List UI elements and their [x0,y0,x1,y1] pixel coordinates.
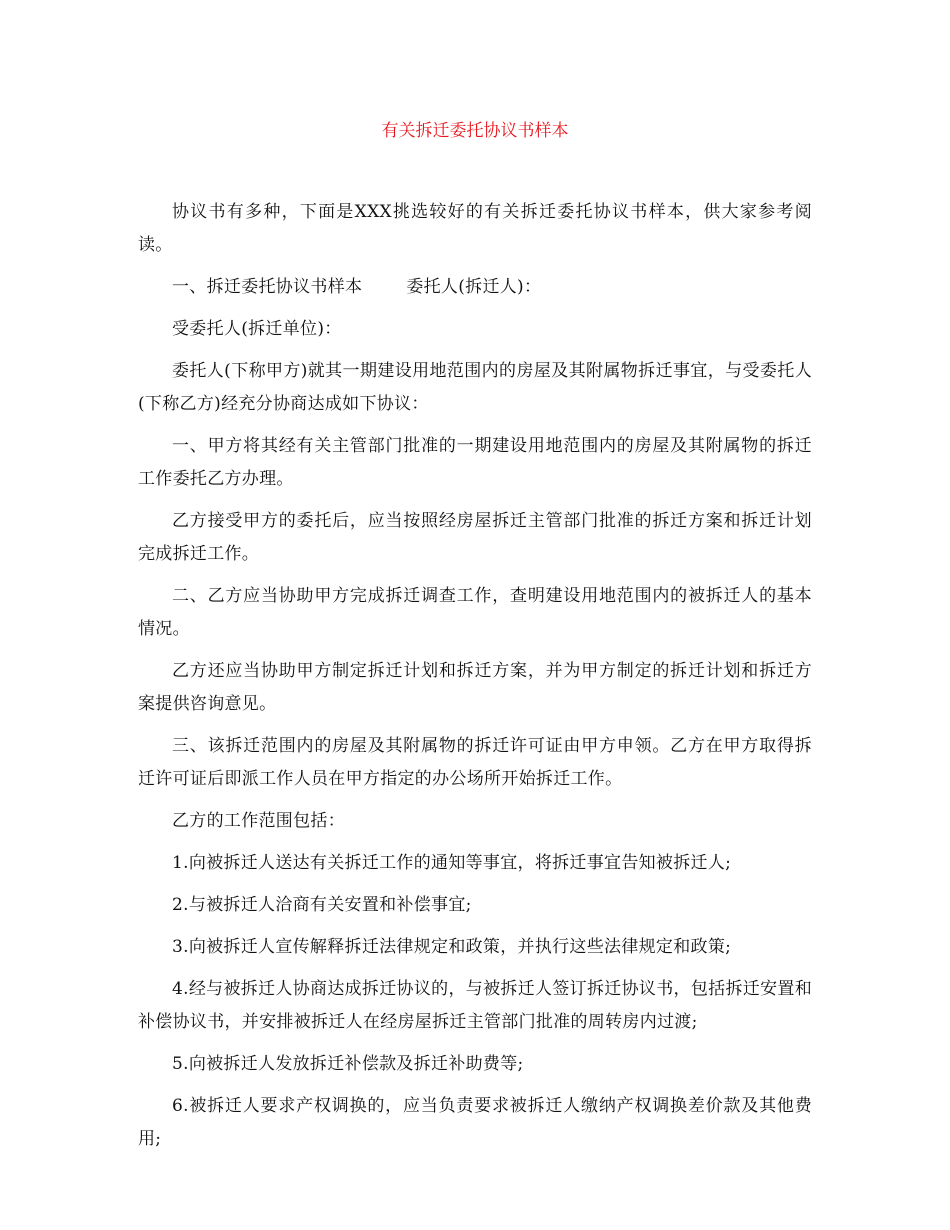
paragraph-clause-1-detail: 乙方接受甲方的委托后，应当按照经房屋拆迁主管部门批准的拆迁方案和拆迁计划完成拆迁工作。 [138,511,812,564]
paragraph-scope-item-4: 4.经与被拆迁人协商达成拆迁协议的，与被拆迁人签订拆迁协议书，包括拆迁安置和补偿协议书，并安排被拆迁人在经房屋拆迁主管部门批准的周转房内过渡; [138,979,812,1032]
paragraph-clause-2-detail: 乙方还应当协助甲方制定拆迁计划和拆迁方案，并为甲方制定的拆迁计划和拆迁方案提供咨询意见。 [138,661,812,714]
paragraph-section-heading [138,271,812,304]
section-heading-label: 一、拆迁委托协议书样本 [172,277,363,297]
principal-label: 委托人(拆迁人)： [406,277,542,297]
paragraph-intro: 协议书有多种，下面是XXX挑选较好的有关拆迁委托协议书样本，供大家参考阅读。 [138,202,812,255]
paragraph-agent: 受委托人(拆迁单位)： [172,319,342,339]
paragraph-clause-3: 三、该拆迁范围内的房屋及其附属物的拆迁许可证由甲方申领。乙方在甲方取得拆迁许可证后即派工作人员在甲方指定的办公场所开始拆迁工作。 [138,736,812,789]
document-title: 有关拆迁委托协议书样本 [381,121,569,141]
paragraph-scope-item-2: 2.与被拆迁人洽商有关安置和补偿事宜; [172,895,472,915]
paragraph-scope-item-1: 1.向被拆迁人送达有关拆迁工作的通知等事宜，将拆迁事宜告知被拆迁人; [172,853,732,873]
paragraph-scope-item-5: 5.向被拆迁人发放拆迁补偿款及拆迁补助费等; [172,1054,524,1074]
document-body [138,196,812,1156]
paragraph-scope-item-6: 6.被拆迁人要求产权调换的，应当负责要求被拆迁人缴纳产权调换差价款及其他费用; [138,1096,812,1149]
paragraph-clause-1: 一、甲方将其经有关主管部门批准的一期建设用地范围内的房屋及其附属物的拆迁工作委托乙方办理。 [138,436,812,489]
paragraph-preamble: 委托人(下称甲方)就其一期建设用地范围内的房屋及其附属物拆迁事宜，与受委托人(下称乙方)经充分协商达成如下协议： [138,361,812,414]
paragraph-scope-item-3: 3.向被拆迁人宣传解释拆迁法律规定和政策，并执行这些法律规定和政策; [172,937,732,957]
paragraph-clause-2: 二、乙方应当协助甲方完成拆迁调查工作，查明建设用地范围内的被拆迁人的基本情况。 [138,586,812,639]
paragraph-scope-heading: 乙方的工作范围包括： [172,811,345,831]
